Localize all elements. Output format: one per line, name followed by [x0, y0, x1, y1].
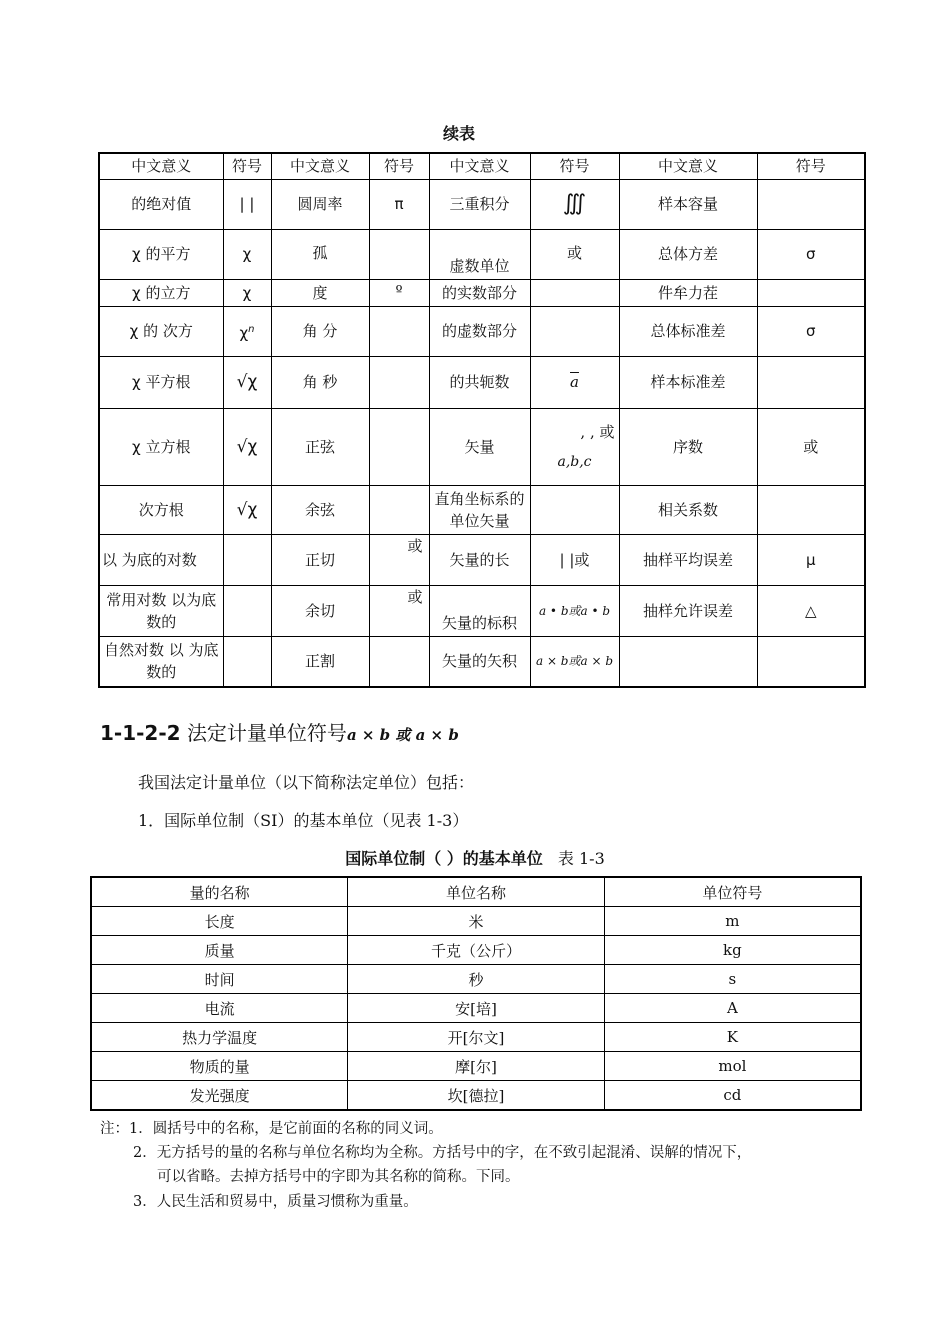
table-cell: 或: [757, 408, 865, 485]
table-cell: 样本标准差: [619, 356, 757, 408]
table-cell: μ: [757, 534, 865, 585]
table-cell: 直角坐标系的单位矢量: [429, 485, 530, 534]
table-cell: [530, 306, 619, 356]
table-cell: χ: [223, 229, 271, 279]
table-cell: 摩[尔]: [348, 1052, 605, 1081]
table-cell: 次方根: [99, 485, 223, 534]
table-row: [99, 306, 865, 356]
table-cell: 物质的量: [91, 1052, 348, 1081]
table-cell: [530, 485, 619, 534]
paragraph: 我国法定计量单位（以下简称法定单位）包括：: [138, 773, 475, 792]
table-cell: [369, 306, 429, 356]
table-cell: 质量: [91, 936, 348, 965]
table-header-row: [91, 877, 861, 907]
table-caption: [0, 846, 950, 869]
nth-root-chi-symbol: √χ: [223, 485, 271, 534]
cube-root-chi-symbol: √χ: [223, 408, 271, 485]
vector-abc-symbol: a,b,c: [557, 453, 592, 470]
table-cell: π: [369, 179, 429, 229]
table-row: [99, 636, 865, 687]
si-base-units-table: [90, 876, 862, 1111]
table-cell: σ: [757, 229, 865, 279]
table-row: [91, 936, 861, 965]
table-cell: 长度: [91, 907, 348, 936]
table-cell: 孤: [271, 229, 369, 279]
table-cell: | |: [223, 179, 271, 229]
table-cell: [530, 585, 619, 636]
table-cell: kg: [604, 936, 861, 965]
table-cell: [619, 636, 757, 687]
table-cell: χ 的 次方: [99, 306, 223, 356]
table-cell: º: [369, 279, 429, 306]
table-caption-number: 表 1-3: [557, 849, 605, 868]
section-title: 法定计量单位符号: [186, 721, 347, 745]
table-cell: 序数: [619, 408, 757, 485]
table-cell: [369, 229, 429, 279]
table-row: [99, 229, 865, 279]
table-caption-title: 国际单位制（ ）的基本单位: [345, 849, 543, 868]
table-cell: [369, 408, 429, 485]
table-cell: 度: [271, 279, 369, 306]
table-cell: 自然对数 以 为底数的: [99, 636, 223, 687]
table-cell: 发光强度: [91, 1081, 348, 1111]
table-cell: K: [604, 1023, 861, 1052]
table-cell: 件牟力茬: [619, 279, 757, 306]
table-cell: 常用对数 以为底数的: [99, 585, 223, 636]
table-cell: [369, 356, 429, 408]
table-cell: 安[培]: [348, 994, 605, 1023]
header-cell: 单位名称: [348, 877, 605, 907]
table-cell: [757, 179, 865, 229]
table-cell: △: [757, 585, 865, 636]
table-row: [91, 1081, 861, 1111]
header-cell: 中文意义: [99, 153, 223, 179]
square-root-chi-symbol: √χ: [223, 356, 271, 408]
table-cell: [757, 279, 865, 306]
header-cell: 符号: [223, 153, 271, 179]
table-row: [99, 534, 865, 585]
note-1: 注：1．圆括号中的名称，是它前面的名称的同义词。: [100, 1121, 443, 1137]
table-cell: mol: [604, 1052, 861, 1081]
section-title-formula: a × b 或 a × b: [346, 726, 459, 744]
table-cell: 正切: [271, 534, 369, 585]
note-2a: 2．无方括号的量的名称与单位名称均为全称。方括号中的字，在不致引起混淆、误解的情况下，: [133, 1145, 752, 1161]
table-row: [91, 1052, 861, 1081]
table-row: [91, 907, 861, 936]
table-cell: χ 平方根: [99, 356, 223, 408]
table-cell: A: [604, 994, 861, 1023]
table-cell: 余切: [271, 585, 369, 636]
note-2b: 可以省略。去掉方括号中的字即为其名称的简称。下同。: [157, 1169, 520, 1185]
table-cell: 总体标准差: [619, 306, 757, 356]
section-heading: [100, 717, 459, 746]
table-cell: [223, 306, 271, 356]
table-cell: 圆周率: [271, 179, 369, 229]
table-cell: 的实数部分: [429, 279, 530, 306]
table-cell: 或: [369, 534, 429, 585]
table-cell: 矢量: [429, 408, 530, 485]
table-cell: 角 分: [271, 306, 369, 356]
table-cell: [369, 485, 429, 534]
header-cell: 中文意义: [429, 153, 530, 179]
superscript-n: n: [248, 323, 255, 335]
table-cell: | |或: [530, 534, 619, 585]
header-cell: 量的名称: [91, 877, 348, 907]
table-cell: [530, 408, 619, 485]
table-cell: 矢量的长: [429, 534, 530, 585]
vector-product-formula: a × b或: [535, 654, 581, 669]
header-cell: 中文意义: [271, 153, 369, 179]
table-cell: 总体方差: [619, 229, 757, 279]
table-row: [91, 1023, 861, 1052]
table-cell: 开[尔文]: [348, 1023, 605, 1052]
chi-symbol: χ: [239, 323, 249, 342]
table-cell: 抽样平均误差: [619, 534, 757, 585]
table-cell: 或: [369, 585, 429, 636]
note-3: 3．人民生活和贸易中，质量习惯称为重量。: [133, 1194, 418, 1210]
header-cell: 中文意义: [619, 153, 757, 179]
table-row: [99, 356, 865, 408]
scalar-product-vector-formula: a • b: [580, 603, 611, 618]
table-cell: [223, 534, 271, 585]
table-row: [99, 485, 865, 534]
header-cell: 符号: [369, 153, 429, 179]
symbols-table: [98, 152, 866, 688]
table-cell: 矢量的矢积: [429, 636, 530, 687]
table-cell: 以 为底的对数: [99, 534, 223, 585]
table-cell: 矢量的标积: [429, 585, 530, 636]
table-cell: 热力学温度: [91, 1023, 348, 1052]
table-cell: χ 立方根: [99, 408, 223, 485]
table-cell: [369, 636, 429, 687]
table-cell: χ 的立方: [99, 279, 223, 306]
table-cell: 时间: [91, 965, 348, 994]
table-cell: 坎[德拉]: [348, 1081, 605, 1111]
header-cell: 符号: [530, 153, 619, 179]
table-row: [91, 965, 861, 994]
table-cell: 千克（公斤）: [348, 936, 605, 965]
table-cell: 样本容量: [619, 179, 757, 229]
table-cell: [530, 279, 619, 306]
table-cell: 或: [530, 229, 619, 279]
table-cell: s: [604, 965, 861, 994]
paragraph: 1．国际单位制（SI）的基本单位（见表 1-3）: [138, 811, 469, 830]
table-cell: 抽样允许误差: [619, 585, 757, 636]
table-cell: 的绝对值: [99, 179, 223, 229]
table-cell: [757, 636, 865, 687]
scalar-product-formula: a • b或: [538, 603, 581, 618]
table-caption-continued: 续表: [442, 124, 475, 143]
table-cell: 电流: [91, 994, 348, 1023]
table-cell: 正割: [271, 636, 369, 687]
table-cell: 正弦: [271, 408, 369, 485]
table-cell: 的虚数部分: [429, 306, 530, 356]
table-cell: 米: [348, 907, 605, 936]
section-number: 1-1-2-2: [100, 721, 181, 745]
table-row: [99, 408, 865, 485]
table-cell: cd: [604, 1081, 861, 1111]
table-cell: 的共轭数: [429, 356, 530, 408]
table-cell: 虚数单位: [429, 229, 530, 279]
header-cell: 单位符号: [604, 877, 861, 907]
table-cell: 余弦: [271, 485, 369, 534]
conjugate-a-symbol: $\overline{a}$: [530, 356, 619, 408]
vector-product-vector-formula: a × b: [580, 654, 614, 669]
table-cell: σ: [757, 306, 865, 356]
table-header-row: [99, 153, 865, 179]
table-row: [99, 279, 865, 306]
vector-notation-text: , , 或: [580, 422, 615, 441]
table-cell: [223, 585, 271, 636]
table-cell: [757, 485, 865, 534]
triple-integral-symbol: ∭: [530, 179, 619, 229]
table-cell: m: [604, 907, 861, 936]
table-cell: [757, 356, 865, 408]
table-row: [91, 994, 861, 1023]
table-cell: [530, 636, 619, 687]
table-row: [99, 179, 865, 229]
table-cell: 三重积分: [429, 179, 530, 229]
table-cell: χ 的平方: [99, 229, 223, 279]
table-cell: 秒: [348, 965, 605, 994]
table-cell: 相关系数: [619, 485, 757, 534]
table-cell: [223, 636, 271, 687]
header-cell: 符号: [757, 153, 865, 179]
table-cell: χ: [223, 279, 271, 306]
table-cell: 角 秒: [271, 356, 369, 408]
table-row: [99, 585, 865, 636]
